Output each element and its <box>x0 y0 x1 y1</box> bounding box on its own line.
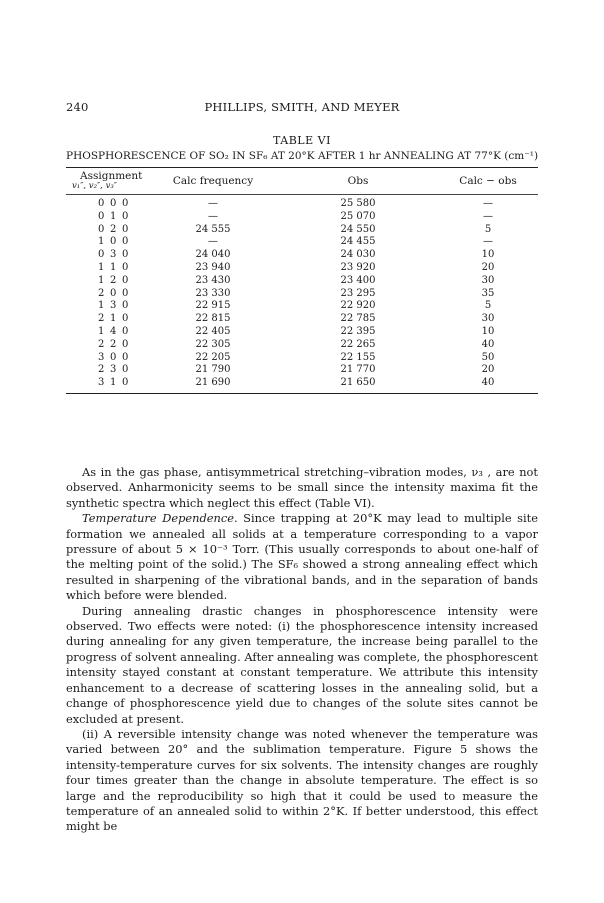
cell-diff: 10 <box>481 249 495 261</box>
quantum-number-v2: 3 <box>110 300 117 312</box>
quantum-number-v2: 1 <box>110 377 117 389</box>
quantum-number-v3: 0 <box>122 287 129 299</box>
cell-obs: 22 920 <box>340 300 376 312</box>
cell-obs: 25 580 <box>340 198 376 209</box>
cell-diff: 50 <box>481 351 495 363</box>
paragraph-2 <box>66 511 538 603</box>
body-text <box>66 465 538 835</box>
data-table <box>66 167 538 394</box>
cell-calc: 21 690 <box>195 377 231 389</box>
table-row <box>66 300 538 313</box>
cell-calc: 24 040 <box>195 249 231 261</box>
table-row <box>66 326 538 339</box>
quantum-number-v1: 0 <box>98 198 105 209</box>
paragraph-4: (ii) A reversible intensity change was noted whenever the temperature was varied between 20° and the sublimation temperature. Figure 5 shows the intensity-temperature curves for six solvents. The intensity changes are roughly four times greater than the change in absolute temperature. The effect is so large and the reproducibility so high that it could be used to measure the temperature of an annealed solid to within 2°K. If better understood, this effect might be <box>66 726 538 834</box>
quantum-number-v3: 0 <box>122 338 129 350</box>
quantum-number-v3: 0 <box>122 236 129 248</box>
cell-diff: 5 <box>484 300 492 312</box>
quantum-number-v2: 3 <box>110 364 117 376</box>
quantum-number-v3: 0 <box>122 364 129 376</box>
cell-assignment <box>66 352 148 365</box>
quantum-number-v1: 1 <box>98 325 105 337</box>
quantum-number-v2: 2 <box>110 338 117 350</box>
cell-assignment <box>66 300 148 313</box>
quantum-number-v2: 1 <box>110 261 117 273</box>
quantum-number-v2: 0 <box>110 198 117 209</box>
cell-assignment <box>66 326 148 339</box>
quantum-number-v1: 2 <box>98 313 105 325</box>
quantum-number-v3: 0 <box>122 351 129 363</box>
paragraph-3: During annealing drastic changes in phosphorescence intensity were observed. Two effects were noted: (i) the phosphorescence intensity increased during annealing for any given temperature, the increase being parallel to the progress of solvent annealing. After annealing was complete, the phosphorescent intensity stayed constant at constant temperature. We attribute this intensity enhancement to a decrease of scattering losses in the annealing solid, but a change of phosphorescence yield due to changes of the solute sites cannot be excluded at present. <box>66 603 538 726</box>
table-title: TABLE VI <box>273 134 331 147</box>
cell-diff: — <box>483 236 493 248</box>
cell-obs: 22 155 <box>340 351 376 363</box>
quantum-number-v1: 1 <box>98 300 105 312</box>
quantum-number-v1: 2 <box>98 287 105 299</box>
quantum-number-v3: 0 <box>122 313 129 325</box>
cell-calc: 23 330 <box>195 287 231 299</box>
header-assignment-label: Assignment <box>80 170 143 182</box>
cell-diff: — <box>483 210 493 222</box>
quantum-number-v3: 0 <box>122 210 129 222</box>
cell-obs: 24 030 <box>340 249 376 261</box>
cell-calc: 23 940 <box>195 261 231 273</box>
table-row <box>66 288 538 301</box>
table-row <box>66 339 538 352</box>
cell-calc: 22 205 <box>195 351 231 363</box>
paragraph-2-heading: Temperature Dependence. <box>82 511 238 526</box>
cell-obs: 23 400 <box>340 274 376 286</box>
cell-diff: 20 <box>481 364 495 376</box>
quantum-number-v2: 0 <box>110 236 117 248</box>
table-row <box>66 249 538 262</box>
quantum-number-v3: 0 <box>122 223 129 235</box>
cell-assignment <box>66 275 148 288</box>
paragraph-2-body: Since trapping at 20°K may lead to multiple site formation we annealed all solids at a temperature corresponding to a vapor pressure of about 5 × 10⁻³ Torr. (This usually corresponds to about one-half of the melting point of the solid.) The SF₆ showed a strong annealing effect which resulted in sharpening of the vibrational bands, and in the separation of bands which before were blended. <box>66 511 538 603</box>
quantum-number-v2: 2 <box>110 223 117 235</box>
cell-diff: 20 <box>481 261 495 273</box>
table-header-row <box>66 168 538 194</box>
cell-diff: 30 <box>481 313 495 325</box>
cell-assignment <box>66 224 148 237</box>
table-row <box>66 364 538 377</box>
cell-obs: 22 265 <box>340 338 376 350</box>
table-bottom-rule <box>66 393 538 394</box>
header-diff: Calc − obs <box>459 175 517 187</box>
cell-assignment <box>66 211 148 224</box>
quantum-number-v3: 0 <box>122 261 129 273</box>
quantum-number-v2: 0 <box>110 351 117 363</box>
table-row <box>66 313 538 326</box>
table-row <box>66 224 538 237</box>
page-number: 240 <box>66 100 89 114</box>
quantum-number-v1: 3 <box>98 351 105 363</box>
cell-obs: 23 295 <box>340 287 376 299</box>
paragraph-1: As in the gas phase, antisymmetrical stretching–vibration modes, ν₃ , are not observed. Anharmonicity seems to be small since the intensity maxima fit the synthetic spectra which neglect this effect (Table VI). <box>66 465 538 510</box>
header-assignment <box>66 168 148 194</box>
quantum-number-v1: 0 <box>98 223 105 235</box>
cell-calc: 22 405 <box>195 325 231 337</box>
quantum-number-v1: 1 <box>98 261 105 273</box>
cell-obs: 23 920 <box>340 261 376 273</box>
quantum-number-v2: 4 <box>110 325 117 337</box>
quantum-number-v2: 2 <box>110 274 117 286</box>
quantum-number-v3: 0 <box>122 377 129 389</box>
quantum-number-v3: 0 <box>122 300 129 312</box>
table-caption: PHOSPHORESCENCE OF SO₂ IN SF₆ AT 20°K AFTER 1 hr ANNEALING AT 77°K (cm⁻¹) <box>66 150 539 162</box>
cell-diff: 40 <box>481 338 495 350</box>
quantum-number-v2: 3 <box>110 249 117 261</box>
quantum-number-v3: 0 <box>122 274 129 286</box>
cell-diff: 30 <box>481 274 495 286</box>
cell-diff: — <box>483 198 493 209</box>
cell-assignment <box>66 377 148 390</box>
table-row <box>66 198 538 211</box>
cell-calc: 22 305 <box>195 338 231 350</box>
header-obs: Obs <box>347 175 369 187</box>
running-head: PHILLIPS, SMITH, AND MEYER <box>204 100 400 114</box>
quantum-number-v2: 1 <box>110 210 117 222</box>
cell-calc: — <box>208 236 218 248</box>
table-row <box>66 236 538 249</box>
table-row <box>66 352 538 365</box>
cell-obs: 25 070 <box>340 210 376 222</box>
page-header <box>66 100 538 116</box>
quantum-number-v2: 0 <box>110 287 117 299</box>
cell-assignment <box>66 288 148 301</box>
quantum-number-v3: 0 <box>122 325 129 337</box>
quantum-number-v1: 2 <box>98 338 105 350</box>
cell-assignment <box>66 313 148 326</box>
table-row <box>66 211 538 224</box>
cell-calc: 24 555 <box>195 223 231 235</box>
quantum-number-v3: 0 <box>122 198 129 209</box>
cell-obs: 24 550 <box>340 223 376 235</box>
table-body <box>66 198 538 390</box>
cell-calc: — <box>208 210 218 222</box>
table-row <box>66 275 538 288</box>
quantum-number-v3: 0 <box>122 249 129 261</box>
cell-diff: 5 <box>484 223 492 235</box>
cell-assignment <box>66 236 148 249</box>
quantum-number-v1: 1 <box>98 236 105 248</box>
cell-assignment <box>66 198 148 211</box>
cell-assignment <box>66 249 148 262</box>
header-assignment-sub: v₁″, v₂″, v₃″ <box>72 181 117 191</box>
cell-assignment <box>66 364 148 377</box>
quantum-number-v1: 1 <box>98 274 105 286</box>
table-row <box>66 262 538 275</box>
table-grid <box>66 168 538 194</box>
cell-calc: 21 790 <box>195 364 231 376</box>
cell-diff: 40 <box>481 377 495 389</box>
cell-obs: 21 770 <box>340 364 376 376</box>
table-row <box>66 377 538 390</box>
quantum-number-v2: 1 <box>110 313 117 325</box>
cell-obs: 21 650 <box>340 377 376 389</box>
cell-calc: 22 815 <box>195 313 231 325</box>
cell-calc: — <box>208 198 218 209</box>
quantum-number-v1: 3 <box>98 377 105 389</box>
cell-assignment <box>66 262 148 275</box>
quantum-number-v1: 0 <box>98 249 105 261</box>
cell-obs: 22 395 <box>340 325 376 337</box>
table-header-rule <box>66 194 538 195</box>
cell-calc: 22 915 <box>195 300 231 312</box>
cell-obs: 22 785 <box>340 313 376 325</box>
quantum-number-v1: 2 <box>98 364 105 376</box>
cell-diff: 35 <box>481 287 495 299</box>
header-calc: Calc frequency <box>172 175 254 187</box>
cell-obs: 24 455 <box>340 236 376 248</box>
cell-assignment <box>66 339 148 352</box>
quantum-number-v1: 0 <box>98 210 105 222</box>
cell-calc: 23 430 <box>195 274 231 286</box>
cell-diff: 10 <box>481 325 495 337</box>
